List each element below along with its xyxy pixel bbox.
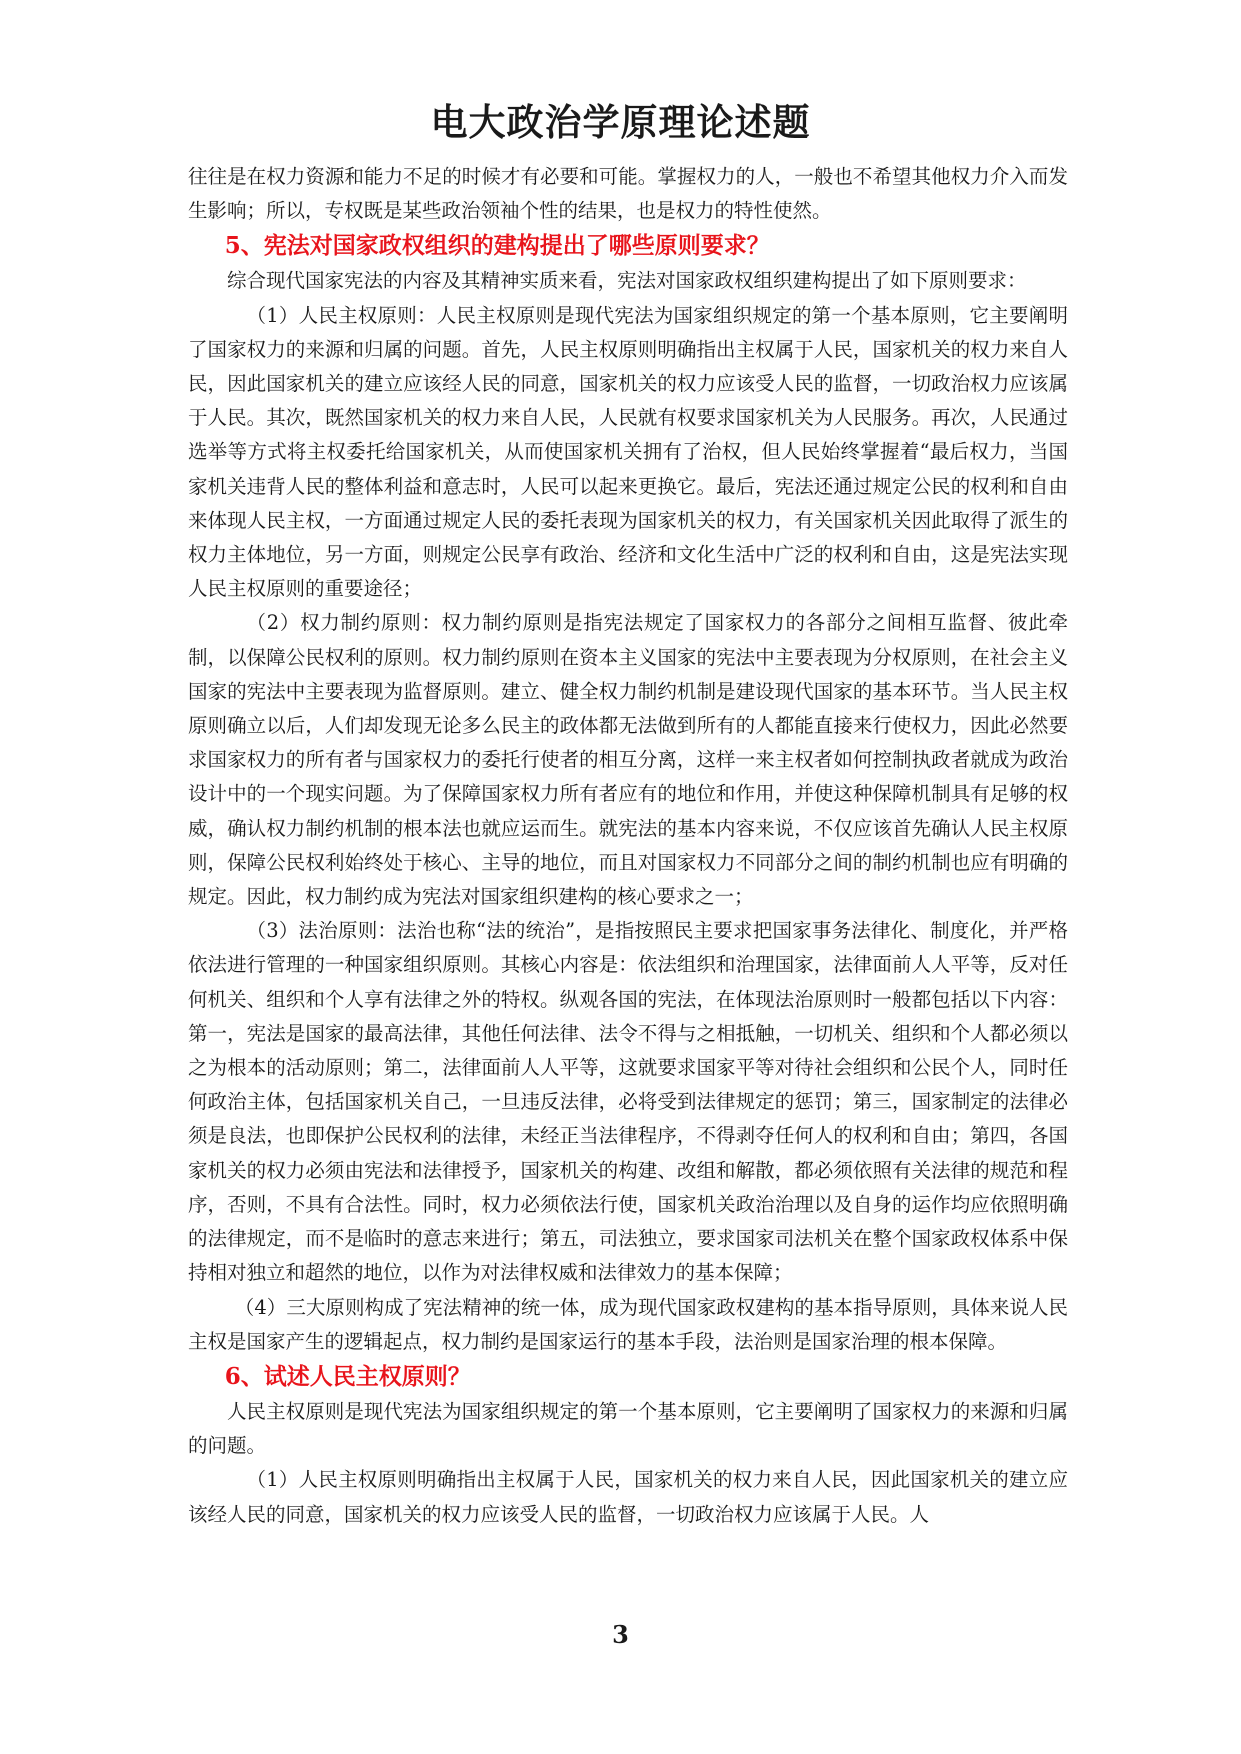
question-5-point-2: （2）权力制约原则：权力制约原则是指宪法规定了国家权力的各部分之间相互监督、彼此牵制，以保障公民权利的原则。权力制约原则在资本主义国家的宪法中主要表现为分权原则，在社会主义国家的宪法中主要表现为监督原则。建立、健全权力制约机制是建设现代国家的基本环节。当人民主权原则确立以后，人们却发现无论多么民主的政体都无法做到所有的人都能直接来行使权力，因此必然要求国家权力的所有者与国家权力的委托行使者的相互分离，这样一来主权者如何控制执政者就成为政治设计中的一个现实问题。为了保障国家权力所有者应有的地位和作用，并使这种保障机制具有足够的权威，确认权力制约机制的根本法也就应运而生。就宪法的基本内容来说，不仅应该首先确认人民主权原则，保障公民权利始终处于核心、主导的地位，而且对国家权力不同部分之间的制约机制也应有明确的规定。因此，权力制约成为宪法对国家组织建构的核心要求之一； — [188, 611, 1068, 909]
question-5-point-1: （1）人民主权原则：人民主权原则是现代宪法为国家组织规定的第一个基本原则，它主要阐明了国家权力的来源和归属的问题。首先，人民主权原则明确指出主权属于人民，国家机关的权力来自人民，因此国家机关的建立应该经人民的同意，国家机关的权力应该受人民的监督，一切政治权力应该属于人民。其次，既然国家机关的权力来自人民，人民就有权要求国家机关为人民服务。再次，人民通过选举等方式将主权委托给国家机关，从而使国家机关拥有了治权，但人民始终掌握着“最后权力，当国家机关违背人民的整体利益和意志时，人民可以起来更换它。最后，宪法还通过规定公民的权利和自由来体现人民主权，一方面通过规定人民的委托表现为国家机关的权力，有关国家机关因此取得了派生的权力主体地位，另一方面，则规定公民享有政治、经济和文化生活中广泛的权利和自由，这是宪法实现人民主权原则的重要途径； — [188, 303, 1068, 601]
question-5-heading: 5、宪法对国家政权组织的建构提出了哪些原则要求？ — [224, 232, 770, 260]
paragraph-intro-tail: 往往是在权力资源和能力不足的时候才有必要和可能。掌握权力的人，一般也不希望其他权力介入而发生影响；所以，专权既是某些政治领袖个性的结果，也是权力的特性使然。 — [188, 165, 1068, 223]
document-body — [188, 160, 1068, 1532]
document-title: 电大政治学原理论述题 — [430, 100, 811, 144]
page-number: 3 — [612, 1620, 629, 1649]
question-5-point-3: （3）法治原则：法治也称“法的统治”，是指按照民主要求把国家事务法律化、制度化，并严格依法进行管理的一种国家组织原则。其核心内容是：依法组织和治理国家，法律面前人人平等，反对任何机关、组织和个人享有法律之外的特权。纵观各国的宪法，在体现法治原则时一般都包括以下内容：第一，宪法是国家的最高法律，其他任何法律、法令不得与之相抵触，一切机关、组织和个人都必须以之为根本的活动原则；第二，法律面前人人平等，这就要求国家平等对待社会组织和公民个人，同时任何政治主体，包括国家机关自己，一旦违反法律，必将受到法律规定的惩罚；第三，国家制定的法律必须是良法，也即保护公民权利的法律，未经正当法律程序，不得剥夺任何人的权利和自由；第四，各国家机关的权力必须由宪法和法律授予，国家机关的构建、改组和解散，都必须依照有关法律的规范和程序，否则，不具有合法性。同时，权力必须依法行使，国家机关政治治理以及自身的运作均应依照明确的法律规定，而不是临时的意志来进行；第五，司法独立，要求国家司法机关在整个国家政权体系中保持相对独立和超然的地位，以作为对法律权威和法律效力的基本保障； — [188, 919, 1068, 1285]
question-6-intro: 人民主权原则是现代宪法为国家组织规定的第一个基本原则，它主要阐明了国家权力的来源和归属的问题。 — [188, 1399, 1068, 1458]
question-6-heading: 6、试述人民主权原则？ — [224, 1362, 471, 1390]
question-6-point-1: （1）人民主权原则明确指出主权属于人民，国家机关的权力来自人民，因此国家机关的建立应该经人民的同意，国家机关的权力应该受人民的监督，一切政治权力应该属于人民。人 — [188, 1468, 1068, 1526]
question-5-point-4: （4）三大原则构成了宪法精神的统一体，成为现代国家政权建构的基本指导原则，具体来说人民主权是国家产生的逻辑起点，权力制约是国家运行的基本手段，法治则是国家治理的根本保障。 — [188, 1295, 1068, 1353]
question-5-intro: 综合现代国家宪法的内容及其精神实质来看，宪法对国家政权组织建构提出了如下原则要求： — [227, 269, 1027, 293]
